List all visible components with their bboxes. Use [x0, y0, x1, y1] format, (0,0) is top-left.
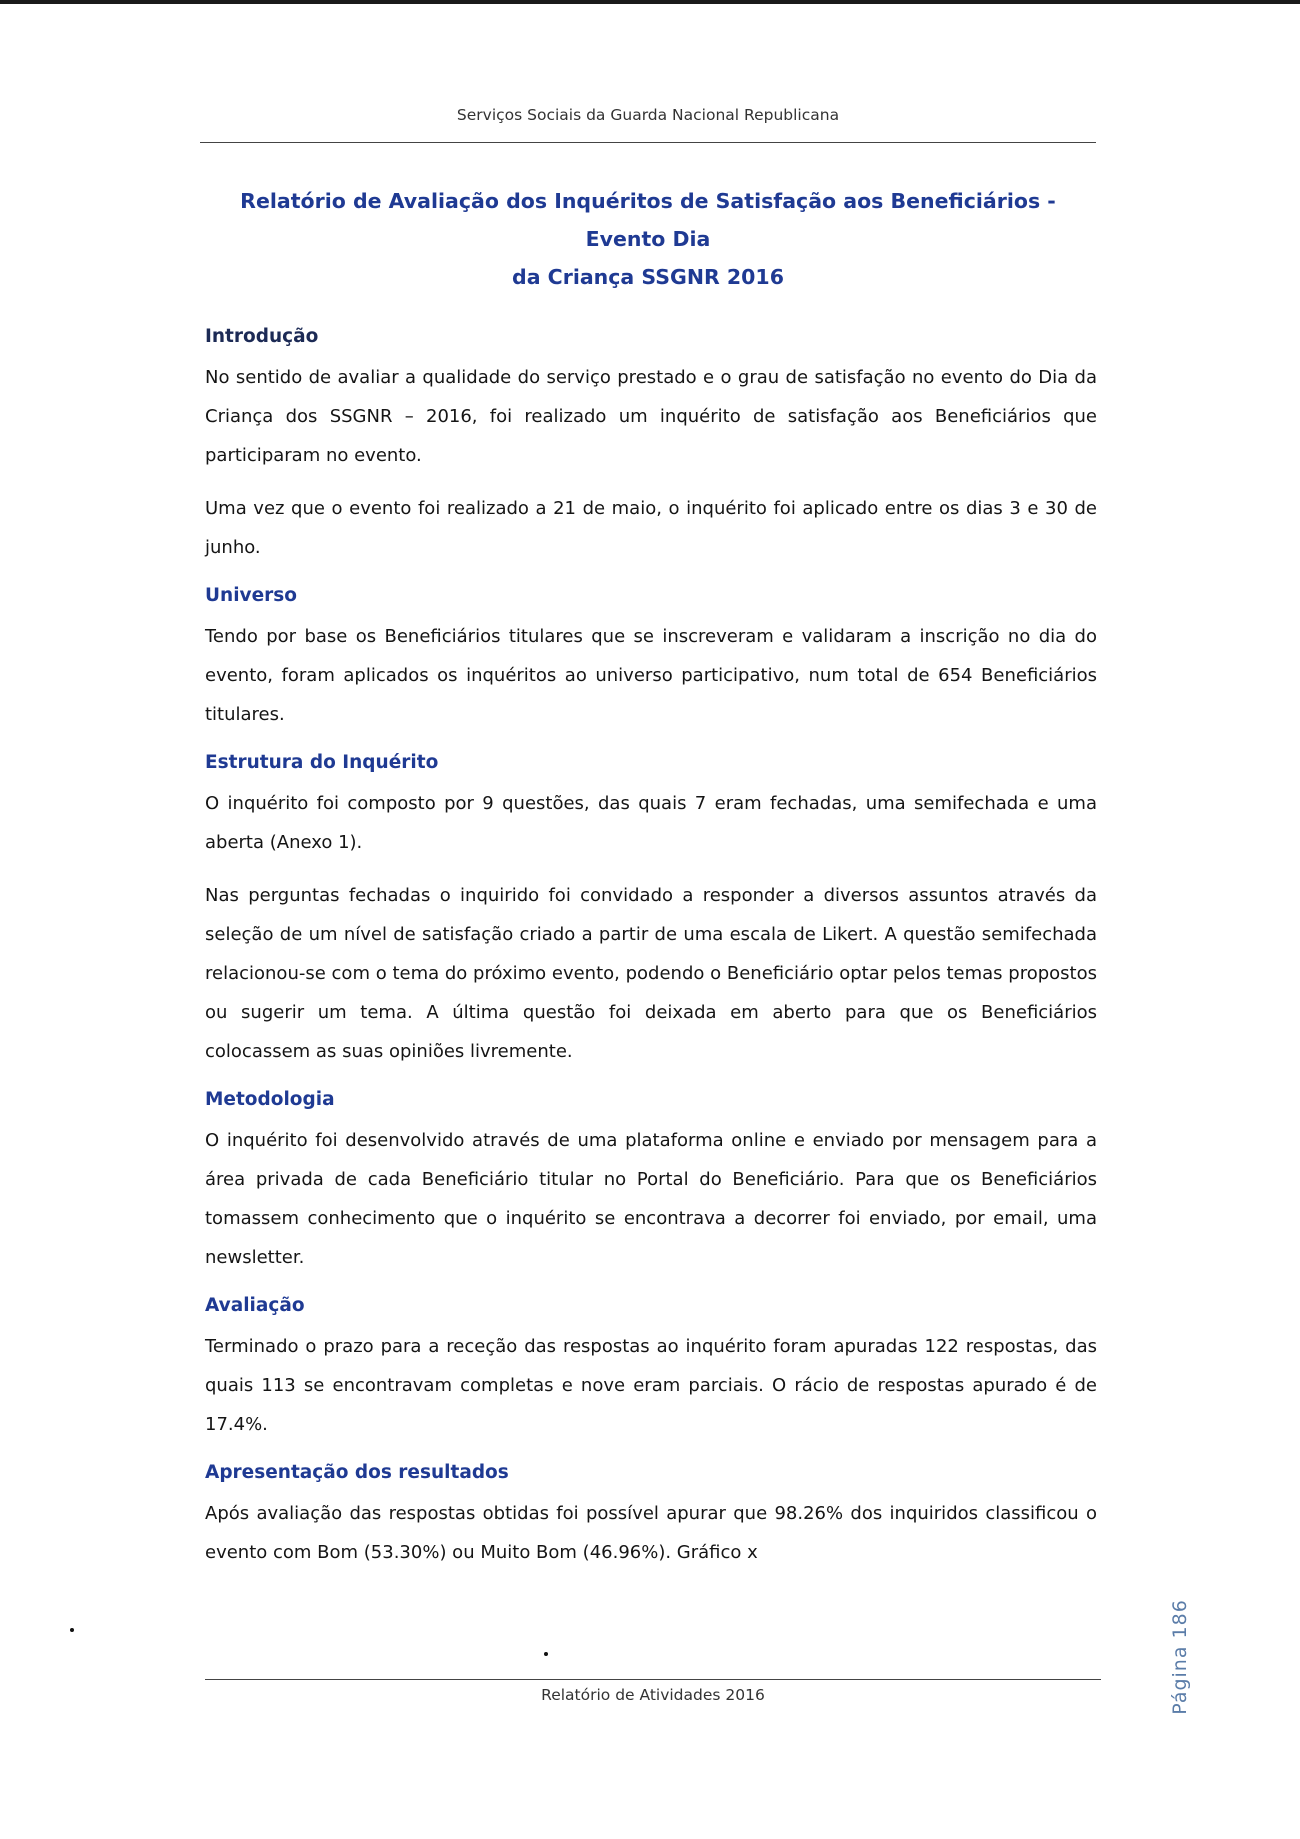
- page-number-label: Página 186: [1168, 1599, 1191, 1715]
- header-rule: [200, 142, 1096, 143]
- section-resultados: [205, 1456, 1097, 1572]
- section-heading: Metodologia: [205, 1089, 335, 1110]
- document-title-line-1: Relatório de Avaliação dos Inquéritos de Satisfação aos Beneficiários - Evento Dia: [240, 189, 1056, 251]
- page-header: Serviços Sociais da Guarda Nacional Republicana: [456, 106, 840, 124]
- section-estrutura: [205, 746, 1097, 1071]
- section-heading: Apresentação dos resultados: [205, 1462, 509, 1483]
- paragraph: Uma vez que o evento foi realizado a 21 de maio, o inquérito foi aplicado entre os dias 3 e 30 de junho.: [205, 498, 1097, 558]
- paragraph: Nas perguntas fechadas o inquirido foi convidado a responder a diversos assuntos através da seleção de um nível de satisfação criado a partir de uma escala de Likert. A questão semifechada relacionou-se com o tema do próximo evento, podendo o Beneficiário optar pelos temas propostos ou sugerir um tema. A última questão foi deixada em aberto para que os Beneficiários colocassem as suas opiniões livremente.: [205, 885, 1097, 1062]
- scan-border: [0, 0, 1300, 4]
- section-heading: Introdução: [205, 326, 319, 347]
- section-metodologia: [205, 1083, 1097, 1277]
- document-title-line-2: da Criança SSGNR 2016: [512, 265, 784, 289]
- document-title: [200, 182, 1096, 296]
- paragraph: O inquérito foi composto por 9 questões, das quais 7 eram fechadas, uma semifechada e uma aberta (Anexo 1).: [205, 793, 1097, 853]
- page-footer: Relatório de Atividades 2016: [541, 1686, 765, 1704]
- paragraph: Após avaliação das respostas obtidas foi possível apurar que 98.26% dos inquiridos classificou o evento com Bom (53.30%) ou Muito Bom (46.96%). Gráfico x: [205, 1503, 1097, 1563]
- section-heading: Universo: [205, 585, 297, 606]
- section-universo: [205, 579, 1097, 734]
- section-heading: Avaliação: [205, 1295, 305, 1316]
- paragraph: Tendo por base os Beneficiários titulares que se inscreveram e validaram a inscrição no dia do evento, foram aplicados os inquéritos ao universo participativo, num total de 654 Beneficiários titulares.: [205, 626, 1097, 725]
- footer-rule: [205, 1679, 1101, 1680]
- page-number-side: [1142, 1599, 1202, 1715]
- section-heading: Estrutura do Inquérito: [205, 752, 439, 773]
- document-body: [205, 320, 1097, 1586]
- section-avaliacao: [205, 1289, 1097, 1444]
- scan-speck: [544, 1652, 548, 1656]
- paragraph: O inquérito foi desenvolvido através de uma plataforma online e enviado por mensagem para a área privada de cada Beneficiário titular no Portal do Beneficiário. Para que os Beneficiários tomassem conhecimento que o inquérito se encontrava a decorrer foi enviado, por email, uma newsletter.: [205, 1130, 1097, 1268]
- scan-speck: [70, 1628, 74, 1632]
- paragraph: No sentido de avaliar a qualidade do serviço prestado e o grau de satisfação no evento do Dia da Criança dos SSGNR – 2016, foi realizado um inquérito de satisfação aos Beneficiários que participaram no evento.: [205, 367, 1097, 466]
- paragraph: Terminado o prazo para a receção das respostas ao inquérito foram apuradas 122 respostas, das quais 113 se encontravam completas e nove eram parciais. O rácio de respostas apurado é de 17.4%.: [205, 1336, 1097, 1435]
- section-introducao: [205, 320, 1097, 567]
